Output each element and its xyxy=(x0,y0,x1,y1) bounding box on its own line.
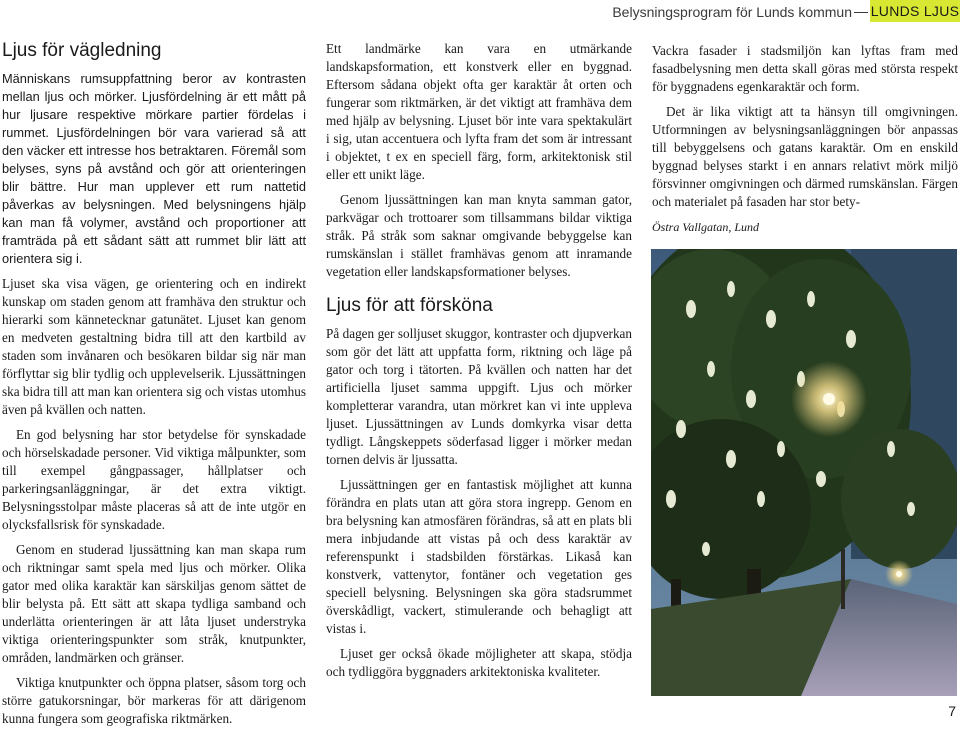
section-heading-vagledning: Ljus för vägledning xyxy=(2,40,162,61)
paragraph: Det är lika viktigt att ta hänsyn till omgivningen. Utformningen av belysningsanläggningen bör anpassas till bebyggelsens och gatans karaktär. Om en enskild byggnad belyses starkt i en annars relativt mörk miljö försvinner omgivningen och därmed rumskänslan. Färgen och materialet på fasaden har stor bety- xyxy=(652,104,958,209)
paragraph: På dagen ger solljuset skuggor, kontraster och djupverkan som gör det lätt att uppfatta form, riktning och läge på gator och torg i tätorten. På kvällen och natten har det artificiella ljuset samma uppgift. Ljus och mörker kompletterar varandra, utan mörkret kan vi inte uppleva ljuset. Ljussättningen av Lunds domkyrka visar detta tydligt. Långskeppets söderfasad ligger i mörker medan tornen delvis är ljussatta. xyxy=(326,326,632,467)
photo-caption: Östra Vallgatan, Lund xyxy=(652,220,760,234)
column-3 xyxy=(652,42,958,243)
section-heading-forskona: Ljus för att försköna xyxy=(326,295,493,316)
paragraph: Ljuset ger också ökade möjligheter att skapa, stödja och tydliggöra byggnaders arkitektoniska kvaliteter. xyxy=(326,646,632,679)
street-photo xyxy=(651,249,957,696)
paragraph: Vackra fasader i stadsmiljön kan lyftas fram med fasadbelysning men detta skall göras med största respekt för byggnadens egenkaraktär och form. xyxy=(652,43,958,94)
header-badge: LUNDS LJUS xyxy=(870,0,960,22)
street-photo-illustration xyxy=(651,249,957,696)
paragraph: Viktiga knutpunkter och öppna platser, såsom torg och större gatukorsningar, bör markeras för att därigenom kunna fungera som geografiska riktmärken. xyxy=(2,675,306,726)
column-2 xyxy=(326,40,632,688)
paragraph: Ljuset ska visa vägen, ge orientering och en indirekt kunskap om staden genom att framhäva den struktur och hierarki som kännetecknar gatunätet. Ljuset kan genom en medveten gestaltning bidra till att den kartbild av staden som invånaren och besökaren bildar sig när man förflyttar sig blir tydlig och upplevelserik. Ljussättningen ska bidra till att man kan orientera sig och vistas utomhus även på kvällen och natten. xyxy=(2,276,306,417)
paragraph: En god belysning har stor betydelse för synskadade och hörselskadade personer. Vid viktiga målpunkter, som till exempel gångpassager, hållplatser och parkeringsanläggningar, är det extra viktigt. Belysningsstolpar måste placeras så att de inte utgör en olycksfallsrisk för synskadade. xyxy=(2,427,306,532)
intro-paragraph: Människans rumsuppfattning beror av kontrasten mellan ljus och mörker. Ljusfördelning är ett mått på hur ljusare respektive mörkare partier fördelas i rummet. Ljusfördelningen bör vara varierad så att den väcker ett intresse hos betraktaren. Föremål som belyses, syns på avstånd och gör att orienteringen blir bättre. Hur man upplever ett rum nattetid påverkas av belysningen. Med belysningens hjälp kan man få volymer, avstånd och proportioner att framträda på ett sådant sätt att rummet blir lätt att orientera sig i. xyxy=(2,71,306,266)
header-title: Belysningsprogram för Lunds kommun xyxy=(612,4,852,20)
paragraph: Genom ljussättningen kan man knyta samman gator, parkvägar och trottoarer som tillsammans bildar viktiga stråk. På stråk som saknar omgivande bebyggelse kan rumskänslan i stället framhävas genom att inramande vegetation eller landskapsformationer belyses. xyxy=(326,192,632,279)
column-1 xyxy=(2,40,306,735)
paragraph: Ljussättningen ger en fantastisk möjlighet att kunna förändra en plats utan att göra stora ingrepp. Genom en bra belysning kan atmosfären förändras, så att en plats bli mera inbjudande att vistas på och dess karaktär av referenspunkt i stadsbilden förstärkas. Likaså kan konstverk, vattenytor, fontäner och vegetation ges speciell belysning. Belysningen ska göra stadsrummet överskådligt, vackert, stimulerande och behagligt att vistas i. xyxy=(326,477,632,636)
paragraph: Ett landmärke kan vara en utmärkande landskapsformation, ett konstverk eller en byggnad. Eftersom sådana objekt ofta ger karaktär åt orten och fungerar som riktmärken, är det viktigt att framhäva dem med hjälp av belysning. Ljuset bör inte vara spektakulärt i sig, utan accentuera och lyfta fram det som är intressant i objektet, t ex en speciell färg, form, arkitektonisk stil eller ett unikt läge. xyxy=(326,41,632,182)
page-number: 7 xyxy=(948,703,956,719)
header-divider xyxy=(854,12,868,13)
paragraph: Genom en studerad ljussättning kan man skapa rum och riktningar samt spela med ljus och mörker. Olika gator med olika karaktär kan särskiljas genom sättet de blir belysta på. Ett sätt att skapa tydliga samband och underlätta orienteringen är att låta ljuset understryka viktiga orienteringspunkter som stråk, knutpunkter, områden, landmärken och gränser. xyxy=(2,542,306,665)
page-header xyxy=(0,0,960,22)
